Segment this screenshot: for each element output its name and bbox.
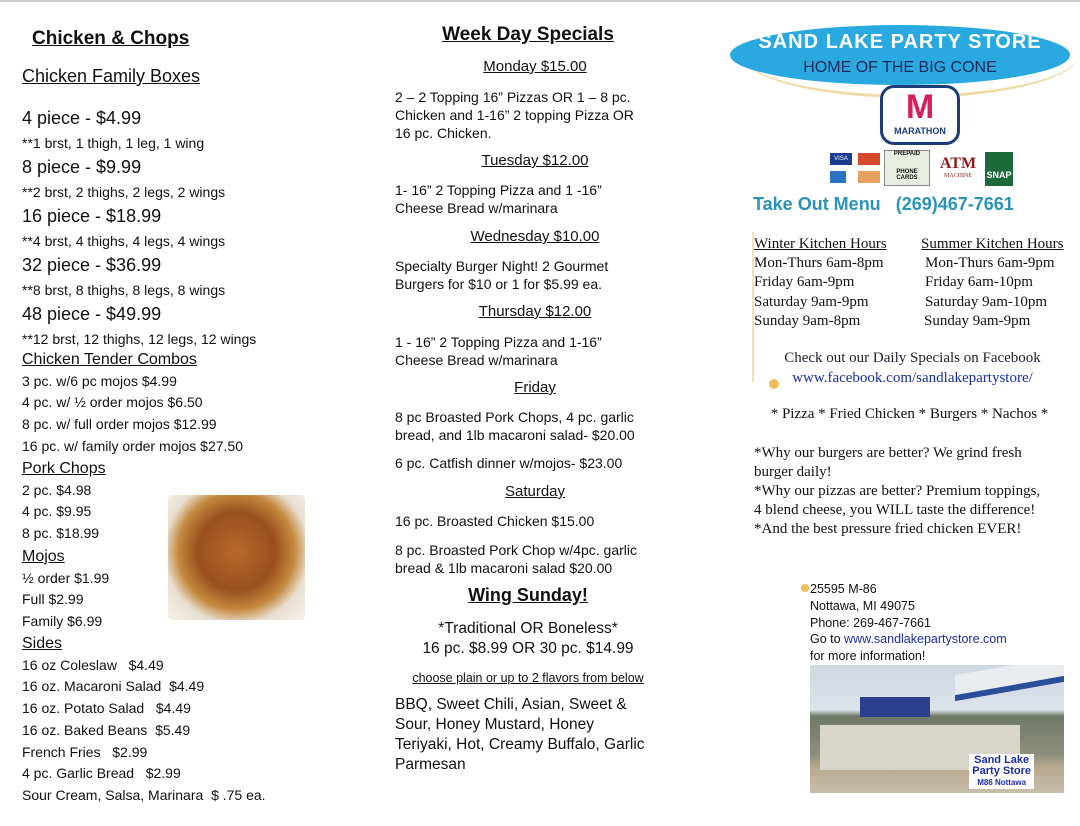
- special-line: 16 pc. Broasted Chicken $15.00: [395, 513, 595, 529]
- hours-row: Friday 6am-10pm: [925, 274, 1033, 291]
- menu-item: 4 pc. w/ ½ order mojos $6.50: [22, 394, 203, 411]
- prepaid-phone-cards-icon: [884, 150, 930, 186]
- address-phone: Phone: 269-467-7661: [810, 615, 931, 630]
- day-heading: Saturday: [504, 483, 566, 500]
- family-box-name: 32 piece - $36.99: [22, 255, 162, 275]
- pork-chops-section: [22, 458, 106, 545]
- take-out-label: Take Out Menu: [753, 194, 881, 214]
- menu-item: 16 pc. w/ family order mojos $27.50: [22, 437, 243, 454]
- winter-hours-title: Winter Kitchen Hours: [754, 236, 887, 252]
- wednesday-special: [395, 228, 675, 293]
- why-us-block: [754, 444, 1040, 539]
- winter-hours: [754, 235, 887, 331]
- family-boxes-list: [22, 106, 256, 351]
- menu-item: 3 pc. w/6 pc mojos $4.99: [22, 372, 177, 389]
- wing-price-line: 16 pc. $8.99 OR 30 pc. $14.99: [422, 639, 634, 657]
- menu-item: 4 pc. $9.95: [22, 503, 92, 520]
- store-name: SAND LAKE PARTY STORE: [758, 31, 1042, 53]
- section-heading: Pork Chops: [22, 460, 106, 477]
- menu-item: ½ order $1.99: [22, 569, 110, 586]
- sides-section: [22, 633, 266, 807]
- family-box-desc: **2 brst, 2 thighs, 2 legs, 2 wings: [22, 183, 226, 200]
- snap-icon: SNAP: [985, 152, 1013, 186]
- menu-item: Full $2.99: [22, 591, 84, 608]
- section-heading: Chicken Tender Combos: [22, 351, 197, 368]
- hours-row: Saturday 9am-10pm: [925, 293, 1048, 310]
- food-types-line: * Pizza * Fried Chicken * Burgers * Nachos *: [770, 406, 1049, 422]
- gas-canopy: [955, 665, 1064, 701]
- hours-row: Saturday 9am-9pm: [754, 293, 869, 310]
- special-line: 2 – 2 Topping 16” Pizzas OR 1 – 8 pc.: [395, 89, 631, 105]
- special-line: Specialty Burger Night! 2 Gourmet: [395, 258, 609, 274]
- flavor-line: Parmesan: [395, 756, 466, 773]
- menu-item: 16 oz. Macaroni Salad $4.49: [22, 678, 205, 695]
- menu-item: 2 pc. $4.98: [22, 481, 92, 498]
- why-line: *And the best pressure fried chicken EVER!: [754, 521, 1022, 537]
- summer-hours: [921, 235, 1063, 331]
- wing-sunday-heading: Wing Sunday!: [468, 585, 588, 605]
- hours-row: Friday 6am-9pm: [754, 274, 855, 291]
- section-heading: Mojos: [22, 548, 65, 565]
- facebook-text: Check out our Daily Specials on Facebook: [784, 350, 1041, 366]
- tender-combos-section: [22, 349, 243, 458]
- special-line: Burgers for $10 or 1 for $5.99 ea.: [395, 276, 603, 292]
- menu-item: 8 pc. w/ full order mojos $12.99: [22, 416, 217, 433]
- family-box-desc: **8 brst, 8 thighs, 8 legs, 8 wings: [22, 281, 226, 298]
- why-line: *Why our pizzas are better? Premium toppings,: [754, 483, 1041, 499]
- special-line: Chicken and 1-16” 2 topping Pizza OR: [395, 107, 634, 123]
- menu-item: Family $6.99: [22, 613, 103, 630]
- day-heading: Tuesday $12.00: [481, 152, 589, 169]
- special-line: 16 pc. Chicken.: [395, 125, 492, 141]
- atm-label: ATM: [939, 155, 977, 172]
- day-heading: Wednesday $10.00: [470, 228, 600, 245]
- hours-row: Sunday 9am-8pm: [754, 312, 861, 329]
- flavor-line: Teriyaki, Hot, Creamy Buffalo, Garlic: [395, 736, 645, 753]
- header-phone: (269)467-7661: [895, 194, 1014, 214]
- amex-card-icon: [830, 171, 846, 183]
- decorative-dot: [801, 584, 809, 592]
- hours-row: Mon-Thurs 6am-8pm: [754, 255, 884, 272]
- mojos-section: [22, 546, 109, 633]
- store-address: [810, 581, 1007, 665]
- flavor-list: [395, 695, 715, 775]
- day-heading: Thursday $12.00: [478, 303, 592, 320]
- caption-line: Party Store: [972, 765, 1031, 777]
- fried-chicken-photo: [168, 495, 305, 620]
- family-boxes-heading: Chicken Family Boxes: [22, 66, 201, 86]
- family-box-name: 16 piece - $18.99: [22, 206, 162, 226]
- why-line: 4 blend cheese, you WILL taste the difference!: [754, 502, 1036, 518]
- website-line: [810, 631, 1007, 648]
- menu-item: 8 pc. $18.99: [22, 525, 100, 542]
- hours-row: Sunday 9am-9pm: [924, 312, 1031, 329]
- menu-item: 16 oz Coleslaw $4.49: [22, 656, 164, 673]
- take-out-menu-heading: [753, 194, 1014, 215]
- special-line: Cheese Bread w/marinara: [395, 352, 558, 368]
- marathon-m-icon: M: [905, 88, 935, 126]
- family-box-desc: **1 brst, 1 thigh, 1 leg, 1 wing: [22, 134, 205, 151]
- marathon-logo: [880, 85, 960, 145]
- more-info-text: for more information!: [810, 649, 926, 664]
- special-line: 1 - 16” 2 Topping Pizza and 1-16”: [395, 334, 602, 350]
- caption-line: M86 Nottawa: [977, 778, 1027, 787]
- address-street: 25595 M-86: [810, 582, 877, 596]
- menu-item: 4 pc. Garlic Bread $2.99: [22, 765, 181, 782]
- flavor-note: choose plain or up to 2 flavors from below: [412, 671, 644, 685]
- special-line: 1- 16” 2 Topping Pizza and 1 -16”: [395, 182, 602, 198]
- summer-hours-title: Summer Kitchen Hours: [921, 236, 1064, 252]
- section-heading: Sides: [22, 635, 63, 652]
- mastercard-icon: [858, 153, 880, 165]
- why-line: *Why our burgers are better? We grind fresh: [754, 445, 1022, 461]
- menu-item: 16 oz. Potato Salad $4.49: [22, 700, 191, 717]
- tuesday-special: [395, 152, 675, 217]
- family-box-name: 4 piece - $4.99: [22, 108, 142, 128]
- special-line: bread, and 1lb macaroni salad- $20.00: [395, 427, 635, 443]
- family-box-desc: **12 brst, 12 thighs, 12 legs, 12 wings: [22, 330, 257, 347]
- wing-type-line: *Traditional OR Boneless*: [438, 620, 618, 637]
- prepaid-label: PREPAID: [893, 151, 921, 157]
- atm-machine-icon: [937, 155, 979, 185]
- address-city: Nottawa, MI 49075: [810, 598, 915, 613]
- special-line: Cheese Bread w/marinara: [395, 200, 558, 216]
- family-box-desc: **4 brst, 4 thighs, 4 legs, 4 wings: [22, 232, 226, 249]
- top-border: [0, 0, 1080, 2]
- hours-row: Mon-Thurs 6am-9pm: [925, 255, 1055, 272]
- store-photo: [810, 665, 1064, 793]
- visa-card-icon: VISA: [830, 153, 852, 165]
- thursday-special: [395, 303, 675, 369]
- machine-label: MACHINE: [944, 173, 972, 179]
- store-tagline: HOME OF THE BIG CONE: [803, 59, 997, 76]
- special-line: 8 pc. Broasted Pork Chop w/4pc. garlic: [395, 542, 638, 558]
- photo-caption: [969, 754, 1034, 789]
- marathon-wordmark: MARATHON: [894, 126, 946, 136]
- monday-special: [395, 58, 675, 142]
- saturday-special: [395, 483, 675, 577]
- friday-special: [395, 379, 675, 472]
- discover-card-icon: [858, 171, 880, 183]
- store-sign: [860, 697, 930, 717]
- go-to-label: Go to: [810, 632, 845, 647]
- facebook-link[interactable]: www.facebook.com/sandlakepartystore/: [792, 370, 1033, 386]
- special-line: 8 pc Broasted Pork Chops, 4 pc. garlic: [395, 409, 634, 425]
- menu-item: Sour Cream, Salsa, Marinara $ .75 ea.: [22, 786, 266, 803]
- chicken-chops-heading: Chicken & Chops: [32, 28, 190, 49]
- website-link[interactable]: www.sandlakepartystore.com: [844, 632, 1007, 647]
- menu-item: French Fries $2.99: [22, 743, 148, 760]
- week-day-specials-heading: Week Day Specials: [442, 24, 614, 45]
- wing-sunday-offer: [395, 619, 661, 658]
- why-line: burger daily!: [754, 464, 832, 480]
- family-box-name: 48 piece - $49.99: [22, 304, 162, 324]
- menu-item: 16 oz. Baked Beans $5.49: [22, 721, 191, 738]
- special-line: 6 pc. Catfish dinner w/mojos- $23.00: [395, 455, 623, 471]
- caption-line: Sand Lake: [974, 754, 1030, 766]
- day-heading: Friday: [514, 379, 556, 396]
- flavor-line: Sour, Honey Mustard, Honey: [395, 716, 595, 733]
- family-box-name: 8 piece - $9.99: [22, 157, 142, 177]
- flavor-line: BBQ, Sweet Chili, Asian, Sweet &: [395, 696, 627, 713]
- special-line: bread & 1lb macaroni salad $20.00: [395, 560, 613, 576]
- day-heading: Monday $15.00: [483, 58, 587, 75]
- phone-cards-label: PHONE CARDS: [896, 169, 918, 181]
- facebook-block: [760, 349, 1065, 388]
